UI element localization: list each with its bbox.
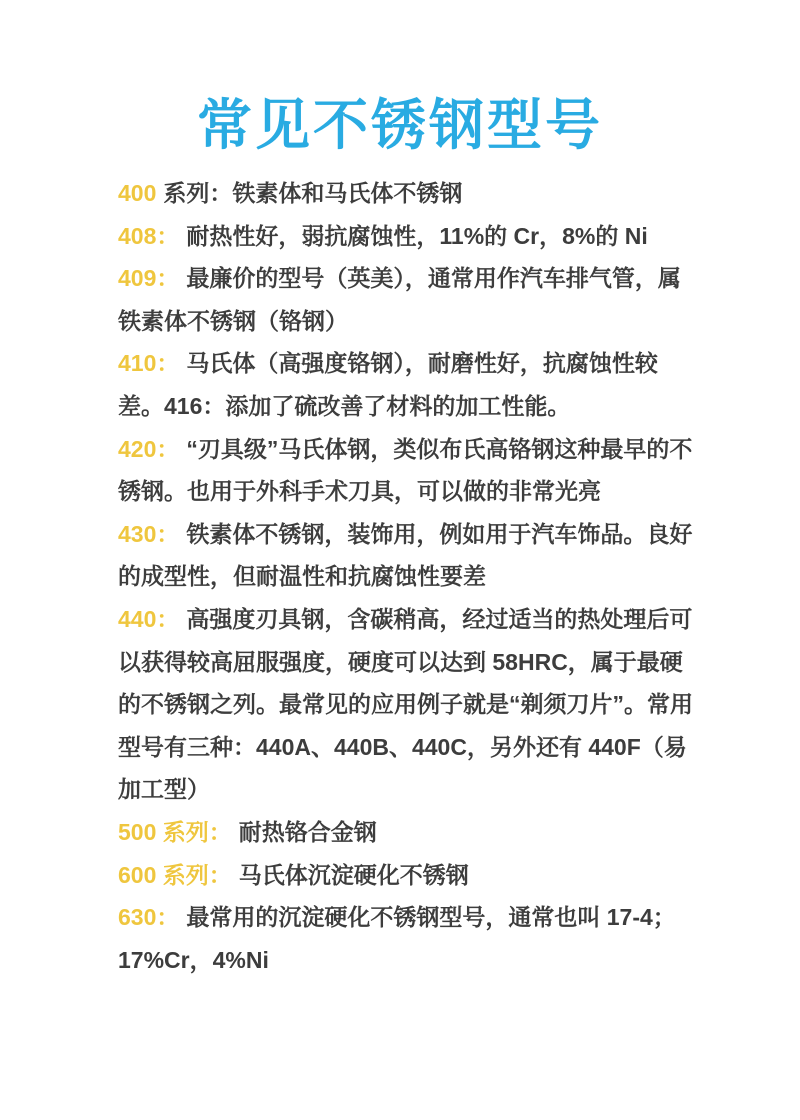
entry-text-420: “刃具级”马氏体钢，类似布氏高铬钢这种最早的不锈钢。也用于外科手术刀具，可以做的非常光亮 [118,435,693,505]
entry-440 [118,598,700,811]
entry-text-500: 耐热铬合金钢 [238,818,377,845]
entry-408 [118,215,700,258]
entry-410 [118,342,700,427]
entry-label-430: 430： [118,520,180,547]
entry-text-400: 系列：铁素体和马氏体不锈钢 [163,180,463,206]
entry-400-series [118,172,700,215]
entry-label-400: 400 [118,180,157,206]
entry-label-600: 600 系列： [118,861,232,888]
entry-409 [118,257,700,342]
page-title: 常见不锈钢型号 [196,94,603,156]
entry-text-410: 马氏体（高强度铬钢），耐磨性好，抗腐蚀性较差。416：添加了硫改善了材料的加工性能。 [118,350,658,419]
entry-label-408: 408： [118,222,180,249]
entry-text-440: 高强度刃具钢，含碳稍高，经过适当的热处理后可以获得较高屈服强度，硬度可以达到 58HRC，属于最硬的不锈钢之列。最常见的应用例子就是“剃须刀片”。常用型号有三种：440A、440B、440C，另外还有 440F（易加工型） [118,605,693,803]
entry-label-630: 630： [118,904,180,931]
entry-label-410: 410： [118,350,180,377]
entry-text-409: 最廉价的型号（英美），通常用作汽车排气管，属铁素体不锈钢（铬钢） [118,265,681,334]
entry-text-408: 耐热性好，弱抗腐蚀性，11%的 Cr，8%的 Ni [186,222,648,249]
entry-text-630: 最常用的沉淀硬化不锈钢型号，通常也叫 17-4；17%Cr，4%Ni [118,904,676,973]
entry-630 [118,896,700,981]
entry-text-600: 马氏体沉淀硬化不锈钢 [238,861,469,888]
entry-label-440: 440： [118,605,180,632]
entry-label-500: 500 系列： [118,818,232,845]
entry-label-409: 409： [118,265,180,292]
steel-type-list [0,158,800,981]
entry-430 [118,513,700,598]
entry-600-series [118,854,700,897]
entry-500-series [118,811,700,854]
entry-420 [118,428,700,513]
entry-label-420: 420： [118,435,180,462]
entry-text-430: 铁素体不锈钢，装饰用，例如用于汽车饰品。良好的成型性，但耐温性和抗腐蚀性要差 [118,520,693,590]
